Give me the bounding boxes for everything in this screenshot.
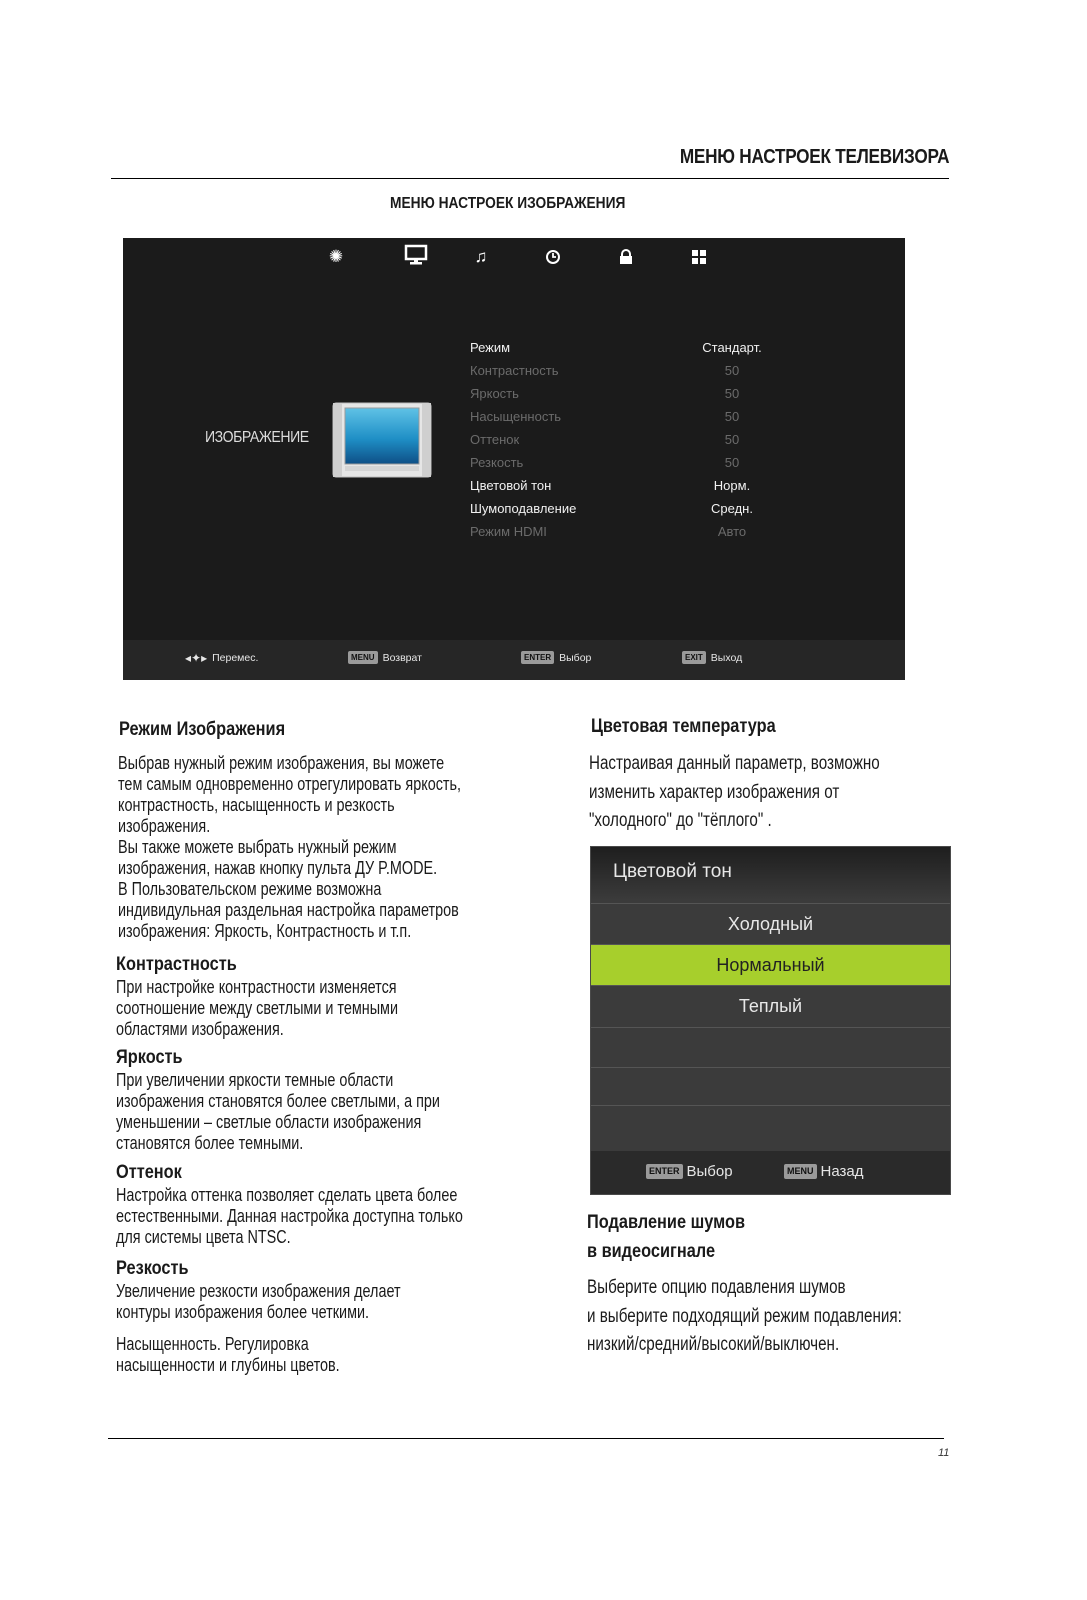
noise-reduction-heading-2: в видеосигнале xyxy=(587,1241,716,1262)
row-value: 50 xyxy=(724,386,740,401)
subtitle: МЕНЮ НАСТРОЕК ИЗОБРАЖЕНИЯ xyxy=(390,195,626,212)
move-label: Перемес. xyxy=(212,652,259,664)
option-normal[interactable]: Нормальный xyxy=(591,944,950,985)
menu-row-saturation[interactable] xyxy=(470,405,790,428)
text-line: и выберите подходящий режим подавления: xyxy=(587,1305,902,1327)
page-number: 11 xyxy=(938,1447,950,1459)
menu-row-hdmi-mode[interactable] xyxy=(470,520,790,543)
row-label: Контрастность xyxy=(470,363,559,378)
popup-title: Цветовой тон xyxy=(613,861,732,882)
option-cold[interactable]: Холодный xyxy=(591,903,950,944)
row-label: Резкость xyxy=(470,455,524,470)
grid-icon[interactable] xyxy=(688,246,710,268)
text-line: При увеличении яркости темные области xyxy=(116,1070,394,1090)
text-line: При настройке контрастности изменяется xyxy=(116,977,397,997)
contrast-heading: Контрастность xyxy=(116,954,237,975)
row-label: Режим xyxy=(470,340,511,355)
tv-picture-menu xyxy=(123,238,905,680)
popup-back[interactable] xyxy=(784,1163,863,1180)
footer-select[interactable] xyxy=(521,651,591,664)
text-line: Вы также можете выбрать нужный режим xyxy=(118,837,397,857)
hue-heading: Оттенок xyxy=(116,1162,182,1183)
arrows-icon: ◂✦▸ xyxy=(185,651,208,665)
select-label: Выбор xyxy=(686,1163,733,1180)
text-line: областями изображения. xyxy=(116,1019,284,1039)
sharpness-heading: Резкость xyxy=(116,1258,189,1279)
text-line: "холодного" до "тёплого" . xyxy=(589,810,772,831)
hue-text xyxy=(116,1185,463,1248)
contrast-text xyxy=(116,977,398,1040)
row-label: Насыщенность xyxy=(470,409,562,424)
picture-settings-list xyxy=(470,336,790,543)
exit-key-badge: EXIT xyxy=(682,651,706,664)
sharpness-text xyxy=(116,1281,401,1323)
popup-select[interactable] xyxy=(646,1163,733,1180)
row-label: Режим HDMI xyxy=(470,524,547,539)
menu-section-label: ИЗОБРАЖЕНИЕ xyxy=(205,429,309,446)
row-label: Оттенок xyxy=(470,432,520,447)
text-line: изображения становятся более светлыми, а при xyxy=(116,1091,440,1111)
section-title: МЕНЮ НАСТРОЕК ТЕЛЕВИЗОРА xyxy=(679,146,949,168)
back-label: Возврат xyxy=(382,651,422,664)
row-label: Шумоподавление xyxy=(470,501,577,516)
text-line: уменьшении – светлые области изображения xyxy=(116,1112,422,1132)
brightness-text xyxy=(116,1070,440,1154)
text-line: низкий/средний/высокий/выключен. xyxy=(587,1334,840,1355)
empty-row xyxy=(591,1067,950,1106)
menu-row-color-tone[interactable] xyxy=(470,474,790,497)
text-line: изображения. xyxy=(118,816,211,836)
menu-row-sharpness[interactable] xyxy=(470,451,790,474)
clock-icon[interactable] xyxy=(542,246,564,268)
menu-row-contrast[interactable] xyxy=(470,359,790,382)
menu-key-badge: MENU xyxy=(784,1164,817,1179)
text-line: индивидульная раздельная настройка параметров xyxy=(118,900,459,920)
text-line: Увеличение резкости изображения делает xyxy=(116,1281,401,1301)
text-line: изменить характер изображения от xyxy=(589,781,840,803)
footer-back[interactable] xyxy=(348,651,422,664)
color-temperature-text xyxy=(589,750,880,836)
popup-header xyxy=(591,847,950,899)
text-line: Насыщенность. Регулировка xyxy=(116,1334,309,1354)
row-value: Норм. xyxy=(713,478,751,493)
menu-row-brightness[interactable] xyxy=(470,382,790,405)
text-line: Настраивая данный параметр, возможно xyxy=(589,753,880,774)
lock-icon[interactable] xyxy=(615,246,637,268)
text-line: Настройка оттенка позволяет сделать цвета более xyxy=(116,1185,458,1205)
enter-key-badge: ENTER xyxy=(646,1164,683,1179)
row-value: 50 xyxy=(724,455,740,470)
text-line: В Пользовательском режиме возможна xyxy=(118,879,382,899)
text-line: Выберите опцию подавления шумов xyxy=(587,1277,846,1298)
row-value: 50 xyxy=(724,409,740,424)
text-line: для системы цвета NTSC. xyxy=(116,1227,291,1247)
bottom-divider xyxy=(108,1438,944,1439)
color-temperature-heading: Цветовая температура xyxy=(591,716,776,737)
picture-mode-text xyxy=(118,753,461,942)
picture-mode-heading: Режим Изображения xyxy=(119,719,286,740)
top-divider xyxy=(111,178,949,179)
row-value: Стандарт. xyxy=(702,340,762,355)
empty-row xyxy=(591,1027,950,1068)
menu-row-mode[interactable] xyxy=(470,336,790,359)
text-line: контрастность, насыщенность и резкость xyxy=(118,795,395,815)
saturation-text xyxy=(116,1334,340,1376)
music-note-icon[interactable]: ♫ xyxy=(474,247,488,266)
footer-exit[interactable] xyxy=(682,651,742,664)
text-line: изображения, нажав кнопку пульта ДУ P.MODE. xyxy=(118,858,438,878)
menu-row-hue[interactable] xyxy=(470,428,790,451)
noise-reduction-text xyxy=(587,1274,902,1360)
row-label: Цветовой тон xyxy=(470,478,552,493)
popup-footer xyxy=(591,1151,950,1194)
row-value: 50 xyxy=(724,363,740,378)
text-line: насыщенности и глубины цветов. xyxy=(116,1355,340,1375)
brightness-heading: Яркость xyxy=(116,1047,183,1068)
option-warm[interactable]: Теплый xyxy=(591,985,950,1026)
enter-key-badge: ENTER xyxy=(521,651,554,664)
row-label: Яркость xyxy=(470,386,519,401)
row-value: Средн. xyxy=(711,501,753,516)
menu-footer xyxy=(123,640,905,680)
text-line: изображения: Яркость, Контрастность и т.п. xyxy=(118,921,412,941)
text-line: тем самым одновременно отрегулировать яркость, xyxy=(118,774,462,794)
color-tone-popup xyxy=(590,846,951,1195)
row-value: 50 xyxy=(724,432,740,447)
text-line: становятся более темными. xyxy=(116,1133,304,1153)
gear-icon[interactable]: ✺ xyxy=(328,247,344,266)
tv-set-icon xyxy=(332,402,432,478)
monitor-icon[interactable] xyxy=(404,243,426,265)
menu-tabs xyxy=(123,238,905,276)
select-label: Выбор xyxy=(559,651,592,664)
back-label: Назад xyxy=(820,1163,864,1180)
menu-row-noise-reduction[interactable] xyxy=(470,497,790,520)
exit-label: Выход xyxy=(710,651,743,664)
text-line: Выбрав нужный режим изображения, вы можете xyxy=(118,753,445,773)
text-line: естественными. Данная настройка доступна только xyxy=(116,1206,463,1226)
row-value: Авто xyxy=(717,524,747,539)
menu-key-badge: MENU xyxy=(348,651,378,664)
footer-move xyxy=(185,651,258,665)
text-line: контуры изображения более четкими. xyxy=(116,1302,370,1322)
text-line: соотношение между светлыми и темными xyxy=(116,998,398,1018)
empty-row xyxy=(591,1105,950,1152)
noise-reduction-heading-1: Подавление шумов xyxy=(587,1212,745,1233)
